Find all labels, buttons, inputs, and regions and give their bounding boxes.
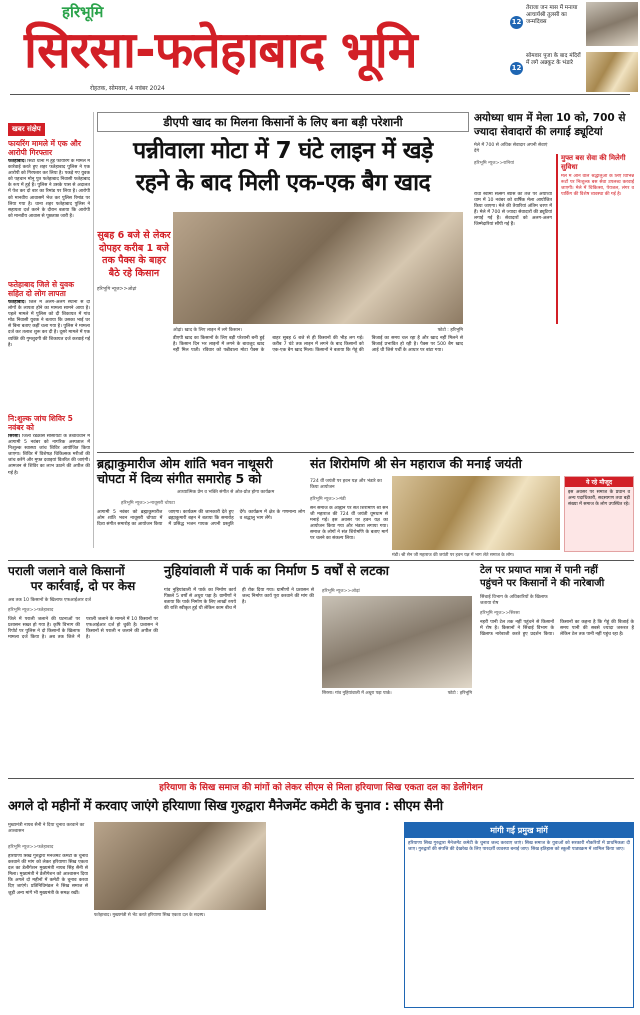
brief-1-text: सिटी थाना में हुई फायरिंग के मामले में कार्रवाई करते हुए शहर फतेहाबाद पुलिस ने एक आरोपी को गिरफ्तार कर लिया है। पकड़े गए युवक को पहचान मोनू पुत्र फतेहाबाद निवासी फतेहाबाद के रूप में हुई है। पुलिस ने उसके पास से अदालत में पेश कर दो बार का रिमांड पर लिया है। आरोपी को मानवीय आवासमें भेज कर पुलिस रिमांड पर लिया गया है। थाना शहर फतेहाबाद पुलिस ने सहायता दर्ज करने के दौरान बताया कि आरोपी को मानवीय आवास से पूछताछ जारी है। [8, 159, 90, 219]
ayodhya-body-text: राधा स्वामी सत्संग ब्यास की तर्ज पर अयोध्या धाम में 10 नवंबर को वार्षिक मेला आयोजित किया जाएगा। मेले की तैयारियां अंतिम चरण में हैं। मेले में 700 से ज्यादा सेवादारों की ड्यूटियां लगाई गई हैं। सेवादारों को अलग-अलग जिम्मेदारियां सौंपी गई हैं। [474, 192, 552, 228]
banner-photo [94, 822, 266, 918]
brahma-headline-2: चोपटा में दिव्य संगीत समारोह 5 को [97, 471, 262, 486]
brief-1-headline: फायरिंग मामले में एक और आरोपी गिरफ्तार [8, 139, 81, 157]
brief-3-headline: नि:शुल्क जांच शिविर 5 नवंबर को [8, 414, 73, 432]
demands-box-heading: मांगी गई प्रमुख मांगें [405, 823, 633, 838]
lead-story [97, 112, 469, 452]
sain-photo [392, 476, 560, 558]
news-briefs-sidebar [8, 116, 90, 548]
park-story [164, 564, 474, 774]
teaser-2-text: सोमवार पूजा के बाद मंदिरों में लगे अन्नकूट के भंडारे [526, 53, 581, 66]
news-briefs-tag: खबर संक्षेप [8, 123, 45, 136]
lead-body-text: डीएपी खाद का किसानों के लिए बड़ी परेशानी बनी हुई है। किसान दिन भर लाइनों में लगने के बावजूद खाद नहीं मिल पाती। रविवार को पन्नीवाला मोटा पैक्स के बाहर सुबह 6 बजे से ही किसानों की भीड़ लग गई। करीब 7 घंटे तक लाइन में लगने के बाद किसानों को एक-एक बैग खाद मिला। किसानों ने बताया कि गेहूं की बिजाई का समय चल रहा है और खाद नहीं मिलने से बिजाई प्रभावित हो रही है। पैक्स पर 500 बैग खाद आई थी जिसे पर्ची के आधार पर बांटा गया। [173, 336, 463, 354]
water-headline-1: टेल पर प्रयाप्त मात्रा में पानी नहीं [480, 565, 598, 576]
brand-logo: हरिभूमि [62, 3, 104, 21]
brief-2-headline: फतेहाबाद जिले से युवक सहित दो लोग लापता [8, 280, 74, 298]
lead-quote [97, 210, 171, 440]
parali-headline-1: पराली जलाने वाले किसानों [8, 564, 125, 578]
sain-headline: संत शिरोमणि श्री सेन महाराज की मनाई जयंती [310, 456, 522, 471]
sain-body: सेन समाज के आह्वान पर संत शिरोमणि श्री सेन जी महाराज की 724 वीं जयंती धूमधाम से मनाई गई। इस अवसर पर हवन यज्ञ का आयोजन किया गया और भंडारा लगाया गया। समाज के लोगों ने संत शिरोमणि के बताए मार्ग पर चलने का संकल्प लिया। [310, 506, 388, 542]
section-divider-3 [8, 778, 634, 779]
lead-photo-caption: ओढ़ां। खाद के लिए लाइन में लगे किसान। [173, 328, 243, 333]
brahma-story [97, 456, 305, 558]
ayodhya-headline: अयोध्या धाम में मेला 10 को, 700 से ज्यादा सेवादारों की लगाई ड्यूटियां [474, 112, 626, 138]
water-story [480, 564, 634, 774]
ayodhya-body [474, 192, 552, 444]
dateline: रोहतक, सोमवार, 4 नवंबर 2024 [90, 85, 165, 92]
masthead-divider [10, 94, 630, 95]
teaser-2[interactable] [510, 50, 638, 94]
teaser-2-number: 12 [510, 62, 523, 75]
teaser-1-photo [586, 2, 638, 46]
lead-photo-credit: फोटो : हरिभूमि [437, 328, 463, 333]
banner-kicker: हरियाणा के सिख समाज की मांगों को लेकर सीएम से मिला हरियाणा सिख एकता दल का डेलीगेशन [159, 783, 483, 793]
banner-bullet: मुख्यमंत्री नायब सैनी ने दिया चुनाव करवाने का आश्वासन [8, 823, 85, 834]
water-bullet: सिंचाई विभाग के अधिकारियों के खिलाफ जताया रोष [480, 595, 548, 606]
ayodhya-byline: हरिभूमि न्यूज>>रानियां [474, 161, 514, 166]
brahma-body [97, 510, 305, 544]
lead-body [173, 336, 463, 452]
park-headline: नुहियांवाली में पार्क का निर्माण 5 वर्षों से लटका [164, 564, 390, 579]
water-body [480, 620, 634, 768]
park-photo-caption: सिरसा। गांव नुहियांवाली में अधूरा पड़ा पार्क। [322, 691, 392, 696]
parali-body-text: जिले में पराली जलाने की घटनाओं पर प्रशासन सख्त हो गया है। कृषि विभाग की रिपोर्ट पर पुलिस ने दो किसानों के खिलाफ मामला दर्ज किया है। अब तक जिले में पराली जलाने के मामले में 10 किसानों पर एफआईआर दर्ज हो चुकी है। प्रशासन ने किसानों से पराली न जलाने की अपील की है। [8, 617, 158, 641]
brief-3-place: सिरसा। [8, 434, 21, 439]
water-headline-2: पहुंचने पर किसानों ने की नारेबाजी [480, 578, 605, 589]
banner-byline: हरिभूमि न्यूज>>फतेहाबाद [8, 845, 54, 850]
brahma-headline-1: ब्रह्माकुमारीज ओम शांति भवन नाथूसरी [97, 456, 273, 471]
banner-photo-caption: फतेहाबाद। मुख्यमंत्री से भेंट करते हरियाणा सिख एकता दल के सदस्य। [94, 913, 206, 918]
water-byline: हरिभूमि न्यूज>>सिरसा [480, 611, 520, 616]
brief-1-place: फतेहाबाद। [8, 159, 26, 164]
banner-body [8, 854, 88, 1010]
ayodhya-bullet: मेले में 700 से अधिक सेवादार अपनी सेवाएं देंगे [474, 143, 548, 154]
brief-2-place: फतेहाबाद। [8, 300, 26, 305]
park-body [164, 588, 314, 774]
parali-headline-2: पर कार्रवाई, दो पर केस [30, 579, 136, 593]
brief-3-text: जिला रेडक्रॉस सोसायटी के तत्वावधान में आगामी 5 नवंबर को नागरिक अस्पताल में निःशुल्क स्वास्थ्य जांच शिविर आयोजित किया जाएगा। शिविर में विशेषज्ञ चिकित्सक मरीजों की जांच करेंगे और मुफ्त दवाइयां वितरित की जाएंगी। आमजन से शिविर का लाभ उठाने की अपील की गई है। [8, 434, 90, 476]
park-photo-credit: फोटो : हरिभूमि [447, 691, 472, 696]
teaser-2-photo [586, 52, 638, 92]
brief-3-body [8, 434, 90, 534]
brahma-bullet: आध्यात्मिक प्रेम व भक्ति संगीत से ओत-प्रोत होगा कार्यक्रम [177, 490, 275, 495]
parali-body [8, 617, 158, 767]
ayodhya-box-body: मेले में आने वाले श्रद्धालुओं के लिए विभिन्न रूटों पर निःशुल्क बस सेवा उपलब्ध करवाई जाएगी। मेले में चिकित्सा, पेयजल, लंगर व पार्किंग की विशेष व्यवस्था की गई है। [561, 174, 634, 198]
lead-headline-line-1: पन्नीवाला मोटा में 7 घंटे लाइन में खड़े [133, 138, 433, 164]
brief-1-body [8, 159, 90, 272]
present-box-body: इस अवसर पर समाज के प्रधान व अन्य पदाधिकारी, सदस्यगण तथा बड़ी संख्या में समाज के लोग उपस्थित रहे। [568, 490, 630, 508]
teaser-1-number: 12 [510, 16, 523, 29]
ayodhya-story [474, 112, 634, 452]
lead-kicker: डीएपी खाद का मिलना किसानों के लिए बना बड़ी परेशानी [97, 112, 469, 132]
sain-bullet: 724 वीं जयंती पर हवन यज्ञ और भंडारे का किया आयोजन [310, 479, 382, 490]
parali-byline: हरिभूमि न्यूज>>फतेहाबाद [8, 608, 54, 613]
parali-bullet: अब तक 10 किसानों के खिलाफ एफआईआर दर्ज [8, 598, 91, 603]
teaser-1[interactable] [510, 2, 638, 50]
section-divider-2 [8, 560, 634, 561]
teaser-1-text: तेराजा जन मास में मनाया आचार्यश्री तुलसी का जन्मदिवस [526, 5, 578, 25]
sain-story [310, 456, 634, 558]
parali-story [8, 564, 158, 774]
park-byline: हरिभूमि न्यूज>>ओढ़ां [322, 589, 360, 594]
lead-headline-line-2: रहने के बाद मिली एक-एक बैग खाद [135, 170, 431, 196]
brahma-byline: हरिभूमि न्यूज>>नाथूसरी चोपटा [121, 501, 175, 506]
banner-story [8, 782, 634, 1012]
demands-box [404, 822, 634, 1008]
ayodhya-box-heading: मुफ्त बस सेवा की मिलेगी सुविधा [561, 154, 626, 171]
park-photo [322, 596, 472, 696]
park-body-text: गांव नुहियांवाली में पार्क का निर्माण कार्य पिछले 5 वर्षों से अधूरा पड़ा है। ग्रामीणों ने बताया कि पार्क निर्माण के लिए लाखों रुपये की राशि स्वीकृत हुई थी लेकिन काम बीच में ही रोक दिया गया। ग्रामीणों ने प्रशासन से जल्द निर्माण कार्य पूरा करवाने की मांग की है। [164, 588, 314, 612]
lead-byline: हरिभूमि न्यूज>>ओढ़ां [97, 287, 137, 292]
present-box-tag: ये रहे मौजूद [565, 477, 633, 487]
lead-photo [173, 212, 463, 333]
banner-body-text: हरियाणा सिख गुरुद्वारा मैनेजमेंट कमेटी के चुनाव करवाने की मांग को लेकर हरियाणा सिख एकता दल का डेलीगेशन मुख्यमंत्री नायब सिंह सैनी से मिला। मुख्यमंत्री ने डेलीगेशन को आश्वासन दिया कि अगले दो महीनों में कमेटी के चुनाव करवा दिए जाएंगे। प्रतिनिधिमंडल ने सिख समाज से जुड़ी अन्य मांगें भी मुख्यमंत्री के समक्ष रखीं। [8, 854, 88, 896]
brief-2-body [8, 300, 90, 406]
sidebar-divider [93, 112, 94, 548]
banner-headline: अगले दो महीनों में करवाए जाएंगे हरियाणा सिख गुरुद्वारा मैनेजमेंट कमेटी के चुनाव : सीएम सैनी [8, 799, 443, 814]
masthead [0, 0, 640, 102]
sain-byline: हरिभूमि न्यूज>>मंडी [310, 497, 346, 502]
page-title: सिरसा-फतेहाबाद भूमि [24, 21, 417, 79]
brief-2-text: जिले में अलग-अलग स्थानों से दो लोगों के लापता होने का मामला सामने आया है। पहले मामले में पुलिस को दी शिकायत में गांव मोठ निवासी युवक ने बताया कि उसका भाई घर से बिना बताए कहीं चला गया है। पुलिस ने मामला दर्ज कर तलाश शुरू कर दी है। दूसरे मामले में एक व्यक्ति की गुमशुदगी की शिकायत दर्ज करवाई गई है। [8, 300, 90, 348]
sain-photo-caption: मंडी। श्री सेन जी महाराज की जयंती पर हवन यज्ञ में भाग लेते समाज के लोग। [392, 553, 515, 558]
ayodhya-info-box [556, 154, 634, 324]
present-box [564, 476, 634, 552]
lead-quote-text: सुबह 6 बजे से लेकर दोपहर करीब 1 बजे तक पैक्स के बाहर बैठे रहे किसान [97, 230, 171, 279]
demands-box-body: हरियाणा सिख गुरुद्वारा मैनेजमेंट कमेटी के चुनाव जल्द करवाए जाएं। सिख समाज के युवाओं को सरकारी नौकरियों में प्राथमिकता दी जाए। गुरुद्वारों की संपत्ति की देखरेख के लिए पारदर्शी व्यवस्था बनाई जाए। सिख इतिहास को स्कूली पाठ्यक्रम में शामिल किया जाए। [408, 841, 630, 853]
section-divider-1 [97, 452, 634, 453]
water-body-text: नहरी पानी टेल तक नहीं पहुंचने से किसानों में रोष है। किसानों ने सिंचाई विभाग के खिलाफ नारेबाजी करते हुए प्रदर्शन किया। किसानों का कहना है कि गेहूं की बिजाई के समय पानी की सबसे ज्यादा जरूरत है लेकिन टेल तक पानी नहीं पहुंच रहा है। [480, 620, 634, 638]
brahma-body-text: आगामी 5 नवंबर को ब्रह्माकुमारीज ओम शांति भवन नाथूसरी चोपटा में दिव्य संगीत समारोह का आयोजन किया जाएगा। कार्यक्रम की जानकारी देते हुए ब्रह्माकुमारी बहन ने बताया कि समारोह में प्रसिद्ध भजन गायक अपनी प्रस्तुति देंगे। कार्यक्रम में क्षेत्र के गणमान्य लोग व श्रद्धालु भाग लेंगे। [97, 510, 305, 528]
